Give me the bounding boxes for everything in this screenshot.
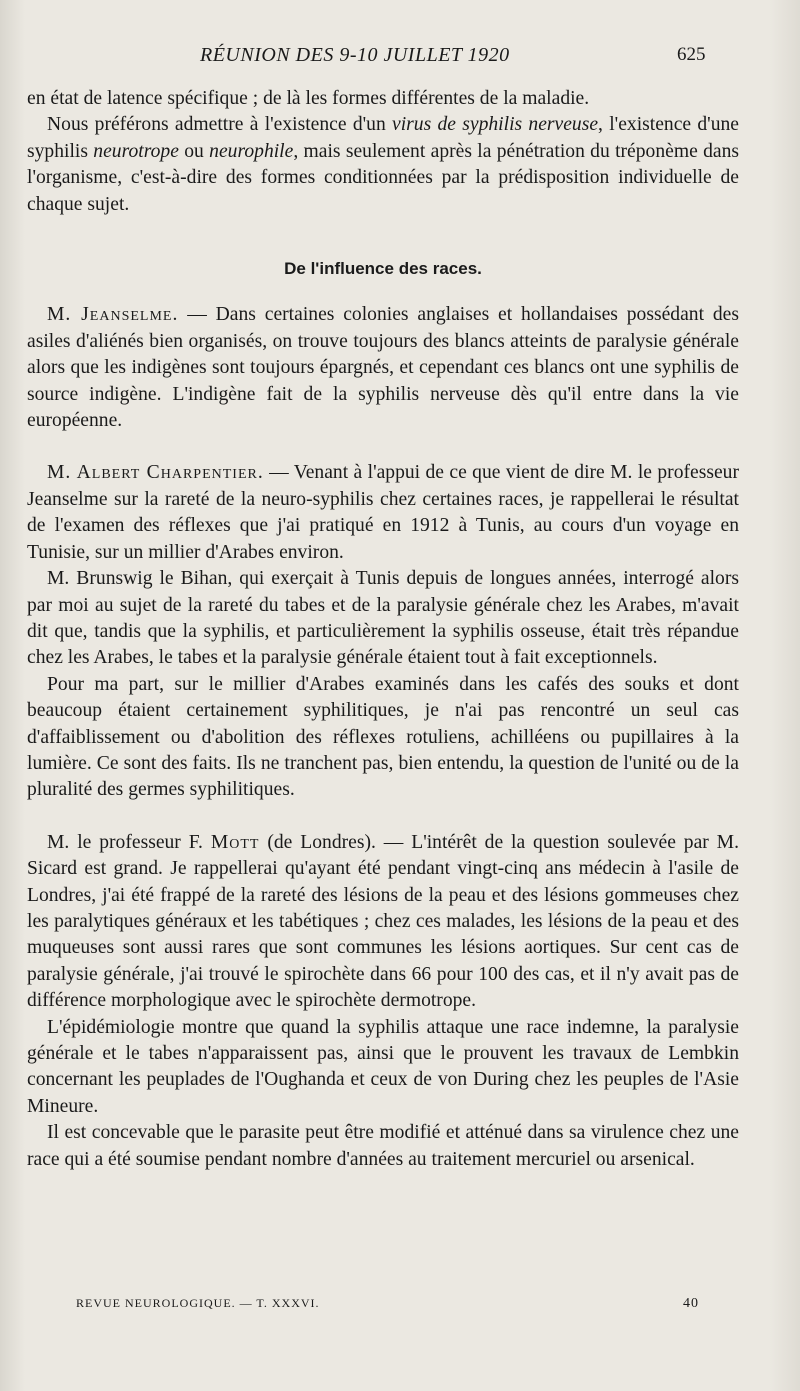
paragraph: L'épidémiologie montre que quand la syphilis attaque une race indemne, la paralysie générale et le tabes n'apparaissent pas, ainsi que le prouvent les travaux de Lembkin concernant les peuplades de l'Oughanda et ceux de von During chez les peuples de l'Asie Mineure. [27,1016,739,1117]
paragraph [27,830,739,1015]
italic-term: neurotrope [93,140,179,162]
text-run: M. le professeur F. [47,831,211,853]
text-run: Nous préférons admettre à l'existence d'un [47,114,393,136]
page-footer [76,1296,716,1326]
article-body [27,86,739,1173]
text-run: (de Londres). — L'intérêt de la question soulevée par M. Sicard est grand. Je rappellerai qu'ayant été pendant vingt-cinq ans médecin à l'asile de Londres, j'ai été frappé de la rareté des lésions de la peau et des lésions gommeuses chez les paralytiques généraux et les tabétiques ; chez ces malades, les lésions de la peau et des muqueuses sont aussi rares que sont communes les lésions aortiques. Sur cent cas de paralysie générale, j'ai trouvé le spirochète dans 66 pour 100 des cas, et il n'y avait pas de différence morphologique avec le spirochète dermotrope. [27,831,739,1012]
paragraph [27,302,739,434]
page-number: 625 [677,44,706,65]
paragraph: Il est concevable que le parasite peut être modifié et atténué dans sa virulence chez une race qui a été soumise pendant nombre d'années au traitement mercuriel ou arsenical. [27,1122,739,1170]
text-run: , l'existence d'une syphilis [27,114,739,162]
text-run: — Venant à l'appui de ce que vient de dire M. le professeur Jeanselme sur la rareté de la neuro-syphilis chez certaines races, je rappellerai le résultat de l'examen des réflexes que j'ai pratiqué en 1912 à Tunis, au cours d'un voyage en Tunisie, sur un millier d'Arabes environ. [27,462,739,563]
paragraph [27,460,739,566]
journal-signature: REVUE NEUROLOGIQUE. — T. XXXVI. [76,1296,320,1310]
speaker-name: M. Albert Charpentier. [47,462,264,484]
paragraph: en état de latence spécifique ; de là les formes différentes de la maladie. [27,88,590,109]
paragraph: Pour ma part, sur le millier d'Arabes examinés dans les cafés des souks et dont beaucoup étaient certainement syphilitiques, je n'ai pas rencontré un seul cas d'affaiblissement ou d'abolition des réflexes rotuliens, achilléens ou pupillaires à la lumière. Ce sont des faits. Ils ne tranchent pas, bien entendu, la question de l'unité ou de la pluralité des germes syphilitiques. [27,673,739,801]
text-run: ou [178,140,210,162]
text-run: , mais seulement après la pénétration du tréponème dans l'organisme, c'est-à-dire des formes conditionnées par la prédisposition individuelle de chaque sujet. [27,140,740,215]
page-header [0,44,800,74]
italic-term: neurophile [209,140,294,162]
section-heading: De l'influence des races. [284,259,482,279]
gathering-signature: 40 [683,1296,699,1311]
speaker-name: M. Jeanselme. [47,304,179,326]
paragraph: M. Brunswig le Bihan, qui exerçait à Tunis depuis de longues années, interrogé alors par moi au sujet de la rareté du tabes et de la paralysie générale chez les Arabes, m'avait dit que, tandis que la syphilis, et particulièrement la syphilis osseuse, était très répandue chez les Arabes, le tabes et la paralysie générale étaient tout à fait exceptionnels. [27,568,739,669]
running-head: RÉUNION DES 9-10 JUILLET 1920 [200,44,510,66]
paragraph [27,112,739,218]
speaker-name: Mott [210,831,260,853]
text-run: — Dans certaines colonies anglaises et hollandaises possédant des asiles d'aliénés bien organisés, on trouve toujours des blancs atteints de paralysie générale alors que les indigènes sont toujours épargnés, et cependant ces blancs ont une syphilis de source indigène. L'indigène fait de la syphilis nerveuse dès qu'il entre dans la vie européenne. [27,304,739,432]
italic-term: virus de syphilis nerveuse [392,114,599,136]
